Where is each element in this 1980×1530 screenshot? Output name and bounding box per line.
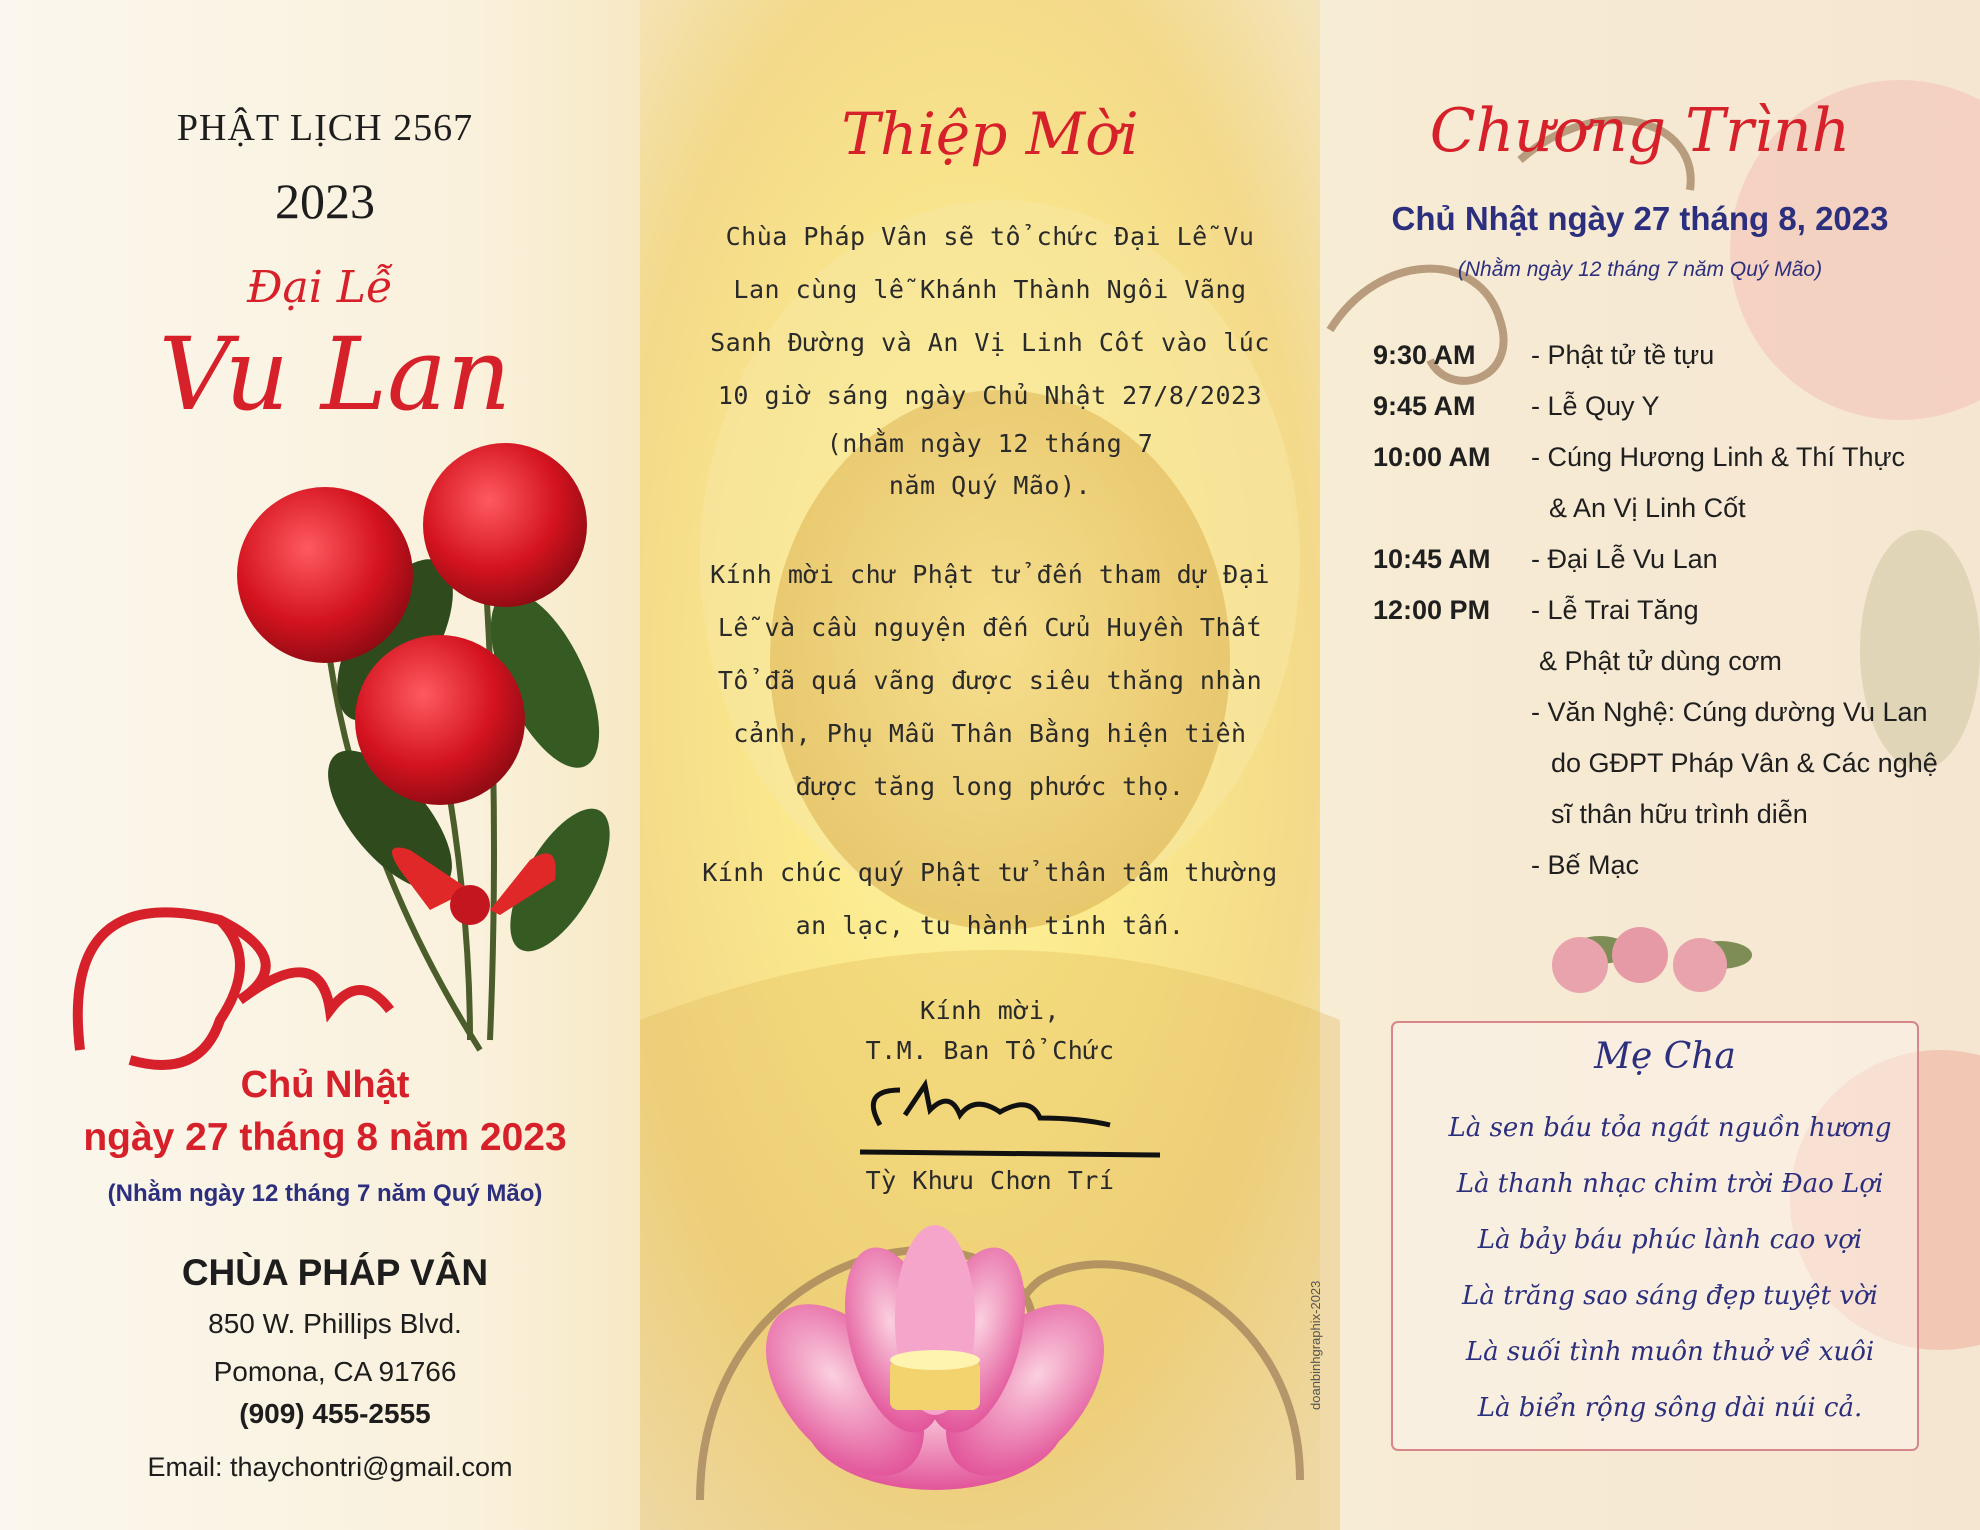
invitation-panel [660, 0, 1320, 1530]
program-date: Chủ Nhật ngày 27 tháng 8, 2023 [1391, 200, 1889, 237]
title-small: Đại Lễ [246, 262, 394, 313]
signer-name: Tỳ Khưu Chơn Trí [865, 1166, 1115, 1195]
organizing-committee: T.M. Ban Tổ Chức [865, 1036, 1115, 1065]
program-heading: Chương Trình [1429, 96, 1851, 166]
cover-panel [0, 0, 660, 1530]
calendar-year: 2023 [275, 173, 375, 229]
program-lunar-date: (Nhằm ngày 12 tháng 7 năm Quý Mão) [1457, 258, 1823, 281]
address-line2: Pomona, CA 91766 [213, 1356, 457, 1387]
poem-title: Mẹ Cha [1594, 1036, 1736, 1077]
email-address[interactable]: Email: thaychontri@gmail.com [147, 1452, 513, 1482]
address-line1: 850 W. Phillips Blvd. [208, 1308, 462, 1339]
invitation-paragraph-3: Kính chúc quý Phật tử thân tâm thường an lạc, tu hành tinh tấn. [702, 858, 1278, 940]
designer-credit: doanbinhgraphix-2023 [1308, 1280, 1323, 1410]
title-big: Vu Lan [158, 316, 512, 433]
program-panel: Chương Trình Chủ Nhật ngày 27 tháng 8, 2023 (Nhằm ngày 12 tháng 7 năm Quý Mão) 9:30 AM - Phật tử tề tựu 9:45 AM - Lễ Quy Y 10:00 AM - Cúng Hương Linh & Thí Thực & An Vị Linh Cốt 10:45 AM - Đại Lễ Vu Lan 12:00 PM - Lễ Trai Tăng & Phật tử dùng cơm - Văn Nghệ: Cúng dường Vu Lan do GĐPT Pháp Vân & Các nghệ sĩ thân hữu trình diễn - Bế Mạc Mẹ Cha Là sen báu tỏa ngát nguồn hương Là thanh nhạc chim trời Đao Lợi Là bảy báu phúc lành cao vợi Là trăng sao sáng đẹp tuyệt vời Là suối tình muôn thuở về xuôi Là biển rộng sông dài núi cả. doanbinhgraphix-2023 [1320, 0, 1980, 1530]
buddhist-year: PHẬT LỊCH 2567 [176, 107, 474, 149]
phone-number: (909) 455-2555 [239, 1398, 431, 1429]
poem-body: Là sen báu tỏa ngát nguồn hương Là thanh nhạc chim trời Đao Lợi Là bảy báu phúc lành cao vợi Là trăng sao sáng đẹp tuyệt vời Là suối tình muôn thuở về xuôi Là biển rộng sông dài núi cả. [1448, 1113, 1892, 1423]
date-weekday: Chủ Nhật [240, 1064, 410, 1106]
temple-name: CHÙA PHÁP VÂN [181, 1252, 489, 1293]
invitation-paragraph-2: Kính mời chư Phật tử đến tham dự Đại Lễ và cầu nguyện đến Cửu Huyền Thất Tổ đã quá vãng được siêu thăng nhàn cảnh, Phụ Mẫu Thân Bằng hiện tiền được tăng long phước thọ. [710, 560, 1270, 801]
date-full: ngày 27 tháng 8 năm 2023 [83, 1116, 567, 1159]
invitation-paragraph-1: Chùa Pháp Vân sẽ tổ chức Đại Lễ Vu Lan cùng lễ Khánh Thành Ngôi Vãng Sanh Đường và An Vị Linh Cốt vào lúc 10 giờ sáng ngày Chủ Nhật 27/8/2023 (nhằm ngày 12 tháng 7 năm Quý Mão). [710, 222, 1270, 500]
invitation-heading: Thiệp Mời [841, 100, 1139, 168]
lunar-date: (Nhằm ngày 12 tháng 7 năm Quý Mão) [107, 1180, 543, 1207]
closing-greeting: Kính mời, [920, 996, 1060, 1025]
